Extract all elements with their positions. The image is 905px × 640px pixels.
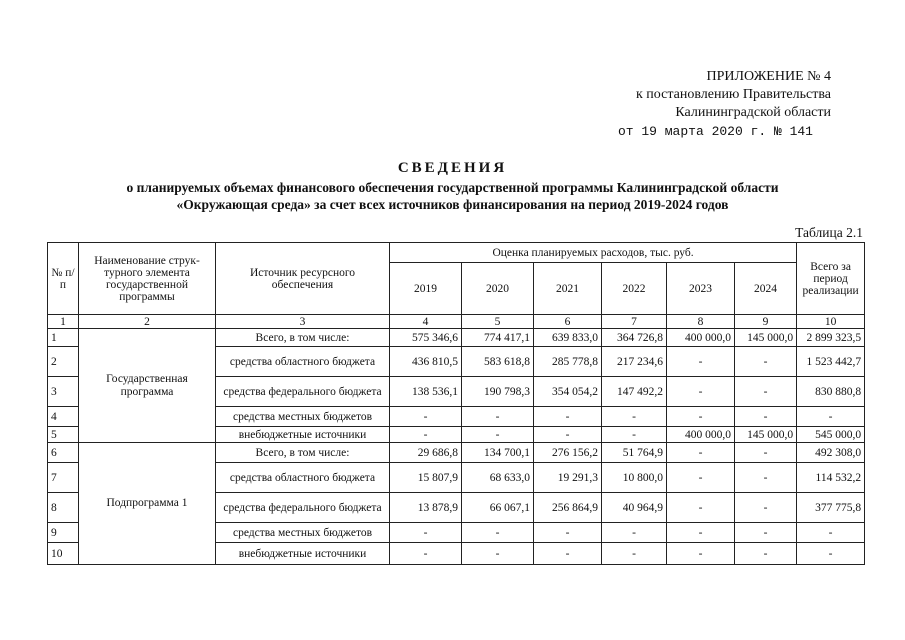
year-value-cell: - bbox=[667, 493, 735, 523]
column-number-cell: 6 bbox=[534, 315, 602, 329]
header-year: 2023 bbox=[667, 263, 735, 315]
appendix-title: ПРИЛОЖЕНИЕ № 4 bbox=[706, 69, 831, 84]
column-number-cell: 1 bbox=[48, 315, 79, 329]
year-value-cell: 145 000,0 bbox=[735, 329, 797, 347]
year-value-cell: 364 726,8 bbox=[602, 329, 667, 347]
year-value-cell: 66 067,1 bbox=[462, 493, 534, 523]
column-number-cell: 8 bbox=[667, 315, 735, 329]
year-value-cell: 639 833,0 bbox=[534, 329, 602, 347]
table-header bbox=[48, 243, 865, 329]
year-value-cell: - bbox=[462, 543, 534, 565]
year-value-cell: 575 346,6 bbox=[390, 329, 462, 347]
appendix-line: к постановлению Правительства bbox=[635, 87, 831, 102]
year-value-cell: 276 156,2 bbox=[534, 443, 602, 463]
funding-source-cell: средства областного бюджета bbox=[216, 347, 390, 377]
year-value-cell: - bbox=[534, 407, 602, 427]
column-number-cell: 2 bbox=[79, 315, 216, 329]
year-value-cell: - bbox=[534, 523, 602, 543]
column-number-cell: 5 bbox=[462, 315, 534, 329]
year-value-cell: - bbox=[735, 523, 797, 543]
year-value-cell: - bbox=[602, 523, 667, 543]
year-value-cell: 19 291,3 bbox=[534, 463, 602, 493]
column-number-cell: 10 bbox=[797, 315, 865, 329]
year-value-cell: - bbox=[534, 543, 602, 565]
year-value-cell: - bbox=[602, 543, 667, 565]
year-value-cell: 256 864,9 bbox=[534, 493, 602, 523]
total-value-cell: - bbox=[797, 523, 865, 543]
year-value-cell: - bbox=[602, 407, 667, 427]
funding-source-cell: средства федерального бюджета bbox=[216, 493, 390, 523]
year-value-cell: - bbox=[390, 523, 462, 543]
year-value-cell: - bbox=[667, 523, 735, 543]
year-value-cell: 40 964,9 bbox=[602, 493, 667, 523]
row-number-cell: 6 bbox=[48, 443, 79, 463]
year-value-cell: - bbox=[667, 377, 735, 407]
funding-source-cell: средства местных бюджетов bbox=[216, 407, 390, 427]
year-value-cell: - bbox=[735, 377, 797, 407]
year-value-cell: - bbox=[667, 443, 735, 463]
year-value-cell: 400 000,0 bbox=[667, 329, 735, 347]
total-value-cell: 1 523 442,7 bbox=[797, 347, 865, 377]
year-value-cell: 13 878,9 bbox=[390, 493, 462, 523]
year-value-cell: 138 536,1 bbox=[390, 377, 462, 407]
column-number-row bbox=[48, 315, 865, 329]
year-value-cell: 285 778,8 bbox=[534, 347, 602, 377]
year-value-cell: - bbox=[390, 543, 462, 565]
funding-source-cell: внебюджетные источники bbox=[216, 543, 390, 565]
header-total: Всего за период реализации bbox=[797, 243, 865, 315]
year-value-cell: 134 700,1 bbox=[462, 443, 534, 463]
year-value-cell: - bbox=[462, 523, 534, 543]
total-value-cell: 114 532,2 bbox=[797, 463, 865, 493]
year-value-cell: 400 000,0 bbox=[667, 427, 735, 443]
header-year: 2021 bbox=[534, 263, 602, 315]
funding-source-cell: средства местных бюджетов bbox=[216, 523, 390, 543]
year-value-cell: 354 054,2 bbox=[534, 377, 602, 407]
year-value-cell: - bbox=[735, 463, 797, 493]
total-value-cell: 545 000,0 bbox=[797, 427, 865, 443]
year-value-cell: - bbox=[735, 443, 797, 463]
row-number-cell: 8 bbox=[48, 493, 79, 523]
total-value-cell: 377 775,8 bbox=[797, 493, 865, 523]
row-number-cell: 10 bbox=[48, 543, 79, 565]
year-value-cell: 145 000,0 bbox=[735, 427, 797, 443]
header-year: 2019 bbox=[390, 263, 462, 315]
total-value-cell: - bbox=[797, 407, 865, 427]
row-number-cell: 1 bbox=[48, 329, 79, 347]
column-number-cell: 3 bbox=[216, 315, 390, 329]
row-number-cell: 7 bbox=[48, 463, 79, 493]
document-subtitle-line1: о планируемых объемах финансового обеспечения государственной программы Калининградской области bbox=[126, 180, 779, 195]
header-structure-name: Наименование струк-турного элемента государственной программы bbox=[79, 243, 216, 315]
funding-source-cell: Всего, в том числе: bbox=[216, 329, 390, 347]
year-value-cell: - bbox=[462, 407, 534, 427]
total-value-cell: 492 308,0 bbox=[797, 443, 865, 463]
year-value-cell: 15 807,9 bbox=[390, 463, 462, 493]
year-value-cell: - bbox=[735, 543, 797, 565]
row-number-cell: 3 bbox=[48, 377, 79, 407]
structure-element-cell: Государственная программа bbox=[79, 329, 216, 443]
year-value-cell: 190 798,3 bbox=[462, 377, 534, 407]
column-number-cell: 4 bbox=[390, 315, 462, 329]
structure-element-cell: Подпрограмма 1 bbox=[79, 443, 216, 565]
total-value-cell: 830 880,8 bbox=[797, 377, 865, 407]
year-value-cell: 217 234,6 bbox=[602, 347, 667, 377]
appendix-date-number: от 19 марта 2020 г. № 141 bbox=[617, 124, 813, 139]
year-value-cell: - bbox=[602, 427, 667, 443]
row-number-cell: 5 bbox=[48, 427, 79, 443]
year-value-cell: - bbox=[735, 493, 797, 523]
appendix-line: Калининградской области bbox=[675, 105, 831, 120]
year-value-cell: 436 810,5 bbox=[390, 347, 462, 377]
year-value-cell: - bbox=[390, 407, 462, 427]
year-value-cell: 68 633,0 bbox=[462, 463, 534, 493]
column-number-cell: 7 bbox=[602, 315, 667, 329]
year-value-cell: - bbox=[667, 347, 735, 377]
total-value-cell: - bbox=[797, 543, 865, 565]
table-body bbox=[48, 329, 865, 565]
document-title: СВЕДЕНИЯ bbox=[397, 160, 508, 176]
year-value-cell: 51 764,9 bbox=[602, 443, 667, 463]
table-row bbox=[48, 443, 865, 463]
header-year: 2022 bbox=[602, 263, 667, 315]
funding-source-cell: Всего, в том числе: bbox=[216, 443, 390, 463]
year-value-cell: - bbox=[390, 427, 462, 443]
header-year: 2020 bbox=[462, 263, 534, 315]
row-number-cell: 9 bbox=[48, 523, 79, 543]
funding-source-cell: внебюджетные источники bbox=[216, 427, 390, 443]
year-value-cell: - bbox=[667, 463, 735, 493]
year-value-cell: - bbox=[462, 427, 534, 443]
financing-table bbox=[47, 242, 865, 565]
column-number-cell: 9 bbox=[735, 315, 797, 329]
year-value-cell: 774 417,1 bbox=[462, 329, 534, 347]
funding-source-cell: средства областного бюджета bbox=[216, 463, 390, 493]
year-value-cell: 29 686,8 bbox=[390, 443, 462, 463]
year-value-cell: - bbox=[534, 427, 602, 443]
header-year: 2024 bbox=[735, 263, 797, 315]
total-value-cell: 2 899 323,5 bbox=[797, 329, 865, 347]
funding-source-cell: средства федерального бюджета bbox=[216, 377, 390, 407]
header-estimate: Оценка планируемых расходов, тыс. руб. bbox=[390, 243, 797, 263]
header-num: № п/п bbox=[48, 243, 79, 315]
table-row bbox=[48, 329, 865, 347]
header-source: Источник ресурсного обеспечения bbox=[216, 243, 390, 315]
year-value-cell: - bbox=[667, 543, 735, 565]
year-value-cell: 10 800,0 bbox=[602, 463, 667, 493]
year-value-cell: - bbox=[667, 407, 735, 427]
year-value-cell: - bbox=[735, 407, 797, 427]
year-value-cell: 583 618,8 bbox=[462, 347, 534, 377]
table-label: Таблица 2.1 bbox=[795, 225, 863, 240]
row-number-cell: 4 bbox=[48, 407, 79, 427]
document-subtitle-line2: «Окружающая среда» за счет всех источников финансирования на период 2019-2024 годов bbox=[176, 197, 729, 212]
year-value-cell: - bbox=[735, 347, 797, 377]
row-number-cell: 2 bbox=[48, 347, 79, 377]
year-value-cell: 147 492,2 bbox=[602, 377, 667, 407]
